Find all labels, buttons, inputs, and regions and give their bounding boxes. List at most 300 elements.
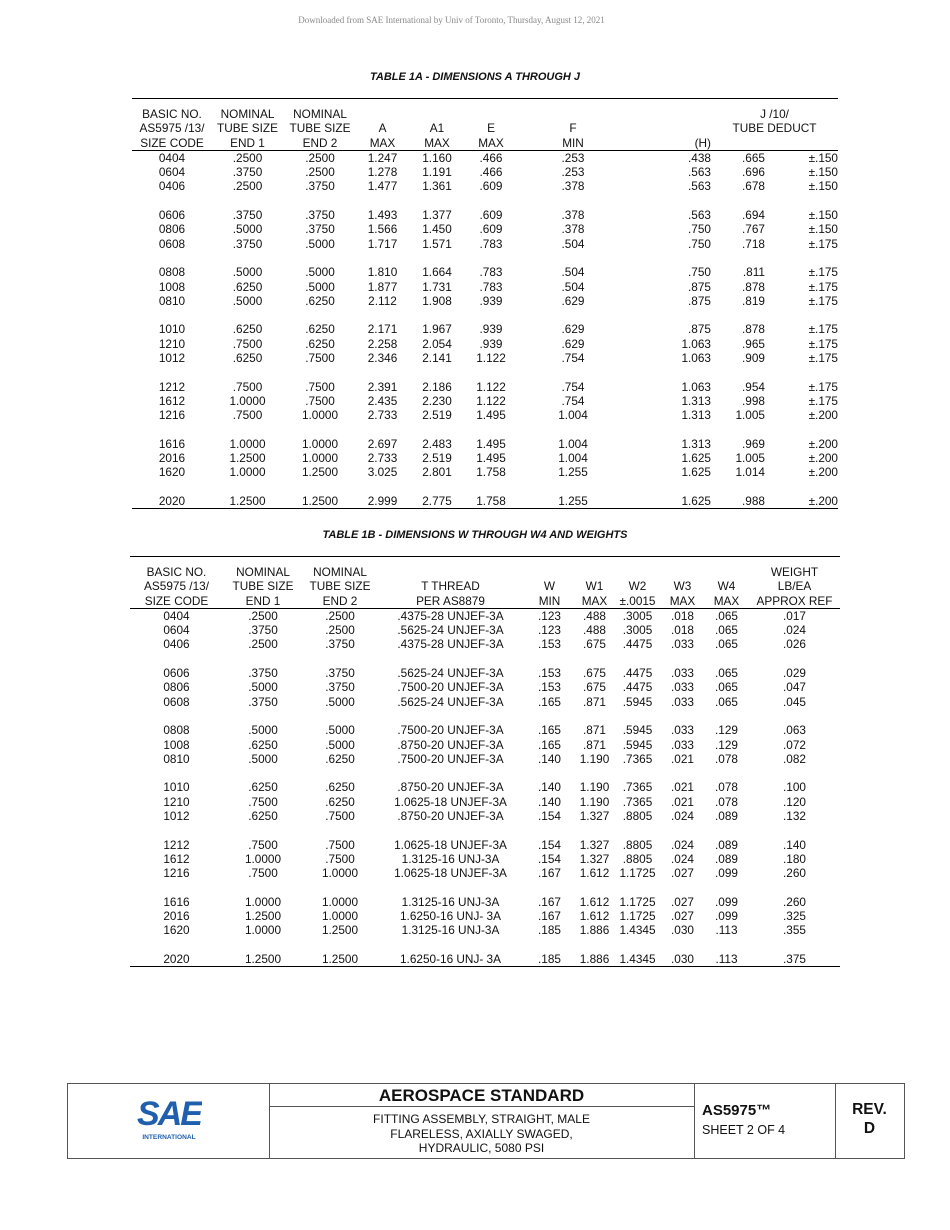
table-cell: 1612 [163,851,190,866]
table-cell: .696 [742,165,765,180]
table-cell: .253 [561,165,585,180]
table-cell: 1.0000 [229,436,266,451]
table-cell: .078 [715,751,738,766]
table-cell: 3.025 [367,465,398,480]
header-cell [704,565,749,579]
sae-logo-text: SAE [137,1095,201,1133]
table-cell: 1010 [163,780,190,795]
spacer-cell [130,881,840,895]
table-cell: ±.200 [808,408,838,423]
table-cell: 1.664 [422,265,452,280]
header-cell [377,565,524,579]
group-spacer [132,308,838,322]
table-cell: .629 [561,293,585,308]
table-cell: .378 [561,208,585,223]
header-cell: E [487,121,495,136]
group-spacer [132,251,838,265]
table-cell: 1.377 [422,208,452,223]
table-cell: 1.495 [476,451,506,466]
header-row [130,579,840,593]
table-cell: 1616 [163,894,190,909]
table-cell: 1.6250-16 UNJ- 3A [400,909,501,924]
table-cell: 1.0000 [301,451,339,466]
table-row [132,437,838,451]
table-cell: .939 [479,293,503,308]
table-cell: .438 [688,150,711,165]
table-cell: .2500 [305,165,335,180]
table-cell: .165 [538,694,561,709]
table-cell: 1.450 [422,222,452,237]
group-spacer [130,766,840,780]
table-cell: .878 [742,322,765,337]
table-cell: 2.171 [367,322,398,337]
table-cell: .2500 [325,608,355,623]
table-cell: .033 [671,680,694,695]
table-cell: .6250 [325,794,355,809]
table-cell: 0810 [163,751,190,766]
header-cell: BASIC NO. [146,565,207,579]
header-row [132,136,838,151]
header-cell [614,565,661,579]
table-cell: .045 [783,694,806,709]
table-cell: .123 [538,623,561,638]
table-cell: .909 [742,351,765,366]
table-row [132,150,838,165]
table-row [132,494,838,509]
table-cell: .563 [688,179,711,194]
table-cell: .078 [715,794,738,809]
table-cell: .718 [742,236,765,251]
table-cell: ±.175 [808,236,838,251]
table-cell: .030 [661,952,704,967]
table-cell: .750 [688,236,711,251]
table-cell: .021 [671,780,694,795]
table-cell: .7500 [325,851,355,866]
table-cell: .7365 [622,780,653,795]
header-cell: END 1 [223,594,303,609]
table-cell: 1.2500 [244,909,282,924]
table-row [132,451,838,465]
table-cell: .2500 [248,608,278,623]
table-cell: ±.150 [808,208,838,223]
table-cell: .165 [538,723,561,738]
table-cell: 1.2500 [283,494,357,509]
table-cell: .2500 [232,179,263,194]
table-cell: .185 [524,952,575,967]
table-cell: 1.190 [579,780,610,795]
table-cell: .065 [715,608,738,623]
table-cell: .260 [783,866,806,881]
table-cell: 1.1725 [619,894,656,909]
table-cell: .140 [783,837,806,852]
table-cell: .7500 [232,336,263,351]
table-cell: 0810 [158,293,186,308]
table-cell: .129 [715,723,738,738]
table-cell: 1.4345 [619,923,656,938]
sae-logo-subtext: INTERNATIONAL [142,1134,196,1141]
table-cell: .120 [783,794,806,809]
table-cell: 1.625 [630,494,711,509]
table-cell: 1.758 [466,494,516,509]
table-cell: 1.361 [422,179,452,194]
header-cell [524,565,575,579]
table-cell: 1.717 [367,236,398,251]
group-spacer [130,652,840,666]
table-cell: 1.886 [575,952,614,967]
header-row [132,107,838,121]
table-cell: .5625-24 UNJEF-3A [397,694,504,709]
table-cell: .609 [479,179,503,194]
table-cell: 1210 [158,336,186,351]
table-cell: .5000 [248,751,278,766]
table-cell: .180 [783,851,806,866]
table-cell: .355 [783,923,806,938]
header-cell: END 2 [283,136,357,151]
header-cell: AS5975 /13/ [139,121,205,136]
spacer-cell [130,709,840,723]
table-cell: .3750 [248,694,278,709]
table-cell: .7500 [232,379,263,394]
table-cell: .129 [715,737,738,752]
table-cell: ±.200 [808,451,838,466]
table-cell: 2.519 [422,408,452,423]
table-cell: .065 [715,666,738,681]
table-cell: .466 [479,165,503,180]
table-cell: 1.0000 [321,909,359,924]
table-cell: .7500 [232,408,263,423]
header-cell: W2 [628,579,647,594]
table-cell: 1.0000 [244,923,282,938]
table-1b [130,556,840,967]
header-cell: TUBE SIZE [217,121,278,136]
table-cell: 1.0625-18 UNJEF-3A [394,866,507,881]
table-cell: .3750 [248,666,278,681]
table-cell: 0606 [163,666,190,681]
table-cell: 1.3125-16 UNJ-3A [401,923,500,938]
table-cell: .8805 [622,851,653,866]
table-cell: 1.612 [579,894,610,909]
header-cell: NOMINAL [313,565,367,579]
header-cell [575,565,614,579]
header-cell [466,107,516,121]
header-cell: APPROX REF [749,594,840,609]
table-cell: 1.122 [476,351,506,366]
table-cell: 1.612 [579,909,610,924]
table-cell: 2.141 [422,351,452,366]
table-cell: .750 [688,265,711,280]
table-cell: .065 [715,637,738,652]
table-cell: ±.200 [808,436,838,451]
table-cell: 1.566 [367,222,398,237]
header-cell: TUBE SIZE [232,579,294,594]
table-cell: 2016 [163,909,190,924]
table-row [132,408,838,422]
table-cell: .563 [688,208,711,223]
table-cell: 0406 [163,637,190,652]
table-cell: .6250 [248,809,278,824]
table-cell: .3750 [325,680,355,695]
header-cell: MIN [516,136,630,151]
table-cell: 1.625 [681,451,711,466]
table-cell: .2500 [232,150,263,165]
table-cell: 1.063 [681,351,711,366]
table-top-rule [132,99,838,108]
table-cell: 2.230 [422,393,452,408]
table-cell: 1.190 [579,794,610,809]
table-row [132,208,838,222]
table-cell: .6250 [232,351,263,366]
header-row [130,565,840,579]
table-row [132,179,838,193]
table-cell: 2.775 [408,494,466,509]
table-cell: .029 [783,666,806,681]
table-cell: .629 [561,322,585,337]
revision-label: REV. [852,1101,887,1118]
header-cell: J /10/ [760,107,789,121]
table-cell: 1.2500 [301,465,339,480]
table-cell: .3750 [325,666,355,681]
table-cell: .629 [561,336,585,351]
document-number: AS5975™ [702,1102,772,1119]
header-cell: SIZE CODE [130,594,223,609]
table-cell: 1.1725 [619,909,656,924]
table-cell: .871 [583,723,606,738]
table-cell: .6250 [325,751,355,766]
table-cell: .678 [742,179,765,194]
table-cell: .4475 [622,680,653,695]
table-cell: 1216 [163,866,190,881]
group-spacer [132,365,838,379]
table-cell: .5625-24 UNJEF-3A [397,666,504,681]
table-cell: .3750 [325,637,355,652]
table-row [132,222,838,236]
table-cell: 1616 [158,436,186,451]
table-cell: .154 [538,851,561,866]
table-cell: .018 [671,608,694,623]
spacer-cell [132,423,838,437]
table-row [132,294,838,308]
table-cell: .5000 [305,236,335,251]
table-cell: 1.0000 [321,866,359,881]
header-cell: NOMINAL [236,565,290,579]
table-cell: 1010 [158,322,186,337]
table-cell: ±.200 [808,465,838,480]
table-cell: .024 [671,809,694,824]
table-cell: 2.346 [367,351,398,366]
table-cell: 2020 [130,952,223,967]
table-cell: .027 [671,894,694,909]
table-cell: 0606 [158,208,186,223]
table-cell: 1.6250-16 UNJ- 3A [377,952,524,967]
table-cell: 1008 [163,737,190,752]
table-cell: .3750 [232,165,263,180]
table-cell: .5000 [325,737,355,752]
table-row [130,780,840,794]
table-cell: 1.2500 [223,952,303,967]
table-cell: 0808 [163,723,190,738]
table-cell: .504 [561,265,585,280]
table-cell: .7500 [305,393,335,408]
table-cell: 1.0000 [229,393,266,408]
table-cell: .325 [783,909,806,924]
subtitle-line: HYDRAULIC, 5080 PSI [418,1141,545,1155]
table-cell: .153 [538,637,561,652]
table-cell: .154 [538,809,561,824]
spacer-cell [132,365,838,379]
table-cell: 1012 [158,351,186,366]
table-cell: .3005 [622,623,653,638]
table-cell: 1.4345 [614,952,661,967]
table-row [130,623,840,637]
spacer-cell [130,823,840,837]
table-cell: 1.160 [422,150,452,165]
table-cell: 1.731 [422,279,452,294]
group-spacer [130,823,840,837]
header-cell [357,107,408,121]
table-cell: 1.122 [476,393,506,408]
table-cell: .063 [783,723,806,738]
header-cell: NOMINAL [293,107,347,121]
table-cell: 1.0000 [229,465,266,480]
table-cell: 2.519 [422,451,452,466]
table-cell: 2.186 [422,379,452,394]
table-row [130,809,840,823]
table-cell: .504 [561,236,585,251]
table-cell: 2.391 [367,379,398,394]
header-cell: A1 [429,121,445,136]
table-cell: 2.697 [367,436,398,451]
table-cell: 1210 [163,794,190,809]
table-cell: 2.112 [368,293,397,308]
table-cell: ±.150 [808,179,838,194]
table-1a-title: TABLE 1A - DIMENSIONS A THROUGH J [369,71,581,83]
table-cell: .2500 [325,623,355,638]
table-cell: .153 [538,666,561,681]
table-cell: 0604 [163,623,190,638]
table-cell: .783 [479,265,503,280]
header-cell [408,107,466,121]
sheet-number: SHEET 2 OF 4 [702,1123,786,1137]
table-cell: 1.908 [422,293,452,308]
spacer-cell [132,480,838,494]
table-cell: 1.495 [476,408,506,423]
table-cell: .871 [583,737,606,752]
table-cell: 1.612 [579,866,610,881]
table-cell: .089 [715,851,738,866]
table-cell: 1620 [158,465,186,480]
table-cell: .024 [671,837,694,852]
spacer-cell [130,766,840,780]
table-cell: .033 [671,723,694,738]
table-cell: .113 [715,923,738,938]
header-cell: LB/EA [777,579,812,594]
standard-subtitle [269,1112,694,1156]
table-cell: .750 [688,222,711,237]
table-cell: .767 [742,222,765,237]
table-cell: .3750 [232,236,263,251]
table-cell: .378 [561,179,585,194]
table-cell: 1.0000 [244,851,282,866]
table-cell: .167 [538,909,561,924]
table-cell: .988 [711,494,765,509]
table-cell: .099 [715,866,738,881]
table-cell: .7500 [248,837,278,852]
table-cell: 1.493 [367,208,398,223]
group-spacer [132,480,838,494]
header-cell: MIN [524,594,575,609]
download-watermark: Downloaded from SAE International by Univ of Toronto, Thursday, August 12, 2021 [298,15,605,25]
table-cell: 1.122 [476,379,506,394]
header-cell: AS5975 /13/ [144,579,209,594]
table-cell: 1.005 [735,451,765,466]
table-cell: .811 [742,265,765,280]
table-cell: .819 [742,293,765,308]
table-cell: .6250 [232,279,263,294]
header-cell: ±.0015 [614,594,661,609]
table-cell: 1212 [163,837,190,852]
table-row [130,866,840,880]
table-cell: 1.327 [579,809,610,824]
table-cell: .5625-24 UNJEF-3A [397,623,504,638]
table-cell: 1212 [158,379,186,394]
table-cell: .030 [671,923,694,938]
table-row [130,895,840,909]
table-cell: .754 [561,379,585,394]
table-cell: .375 [749,952,840,967]
table-cell: .065 [715,694,738,709]
table-cell: .033 [671,694,694,709]
table-row [132,280,838,294]
table-cell: .078 [715,780,738,795]
table-cell: 2.999 [357,494,408,509]
title-block-revision-cell [835,1084,904,1158]
table-cell: .065 [715,680,738,695]
table-cell: .140 [538,794,561,809]
table-cell: 2.801 [422,465,452,480]
table-cell: .939 [479,336,503,351]
table-cell: .3750 [305,222,335,237]
table-cell: .7365 [622,794,653,809]
table-cell: ±.175 [808,279,838,294]
header-cell: TUBE SIZE [309,579,371,594]
group-spacer [132,194,838,208]
header-cell: NOMINAL [220,107,275,121]
table-cell: .047 [783,680,806,695]
header-cell: A [378,121,387,136]
table-cell: .5000 [325,694,355,709]
table-cell: .089 [715,809,738,824]
group-spacer [132,423,838,437]
table-cell: .3750 [232,208,263,223]
header-cell: TUBE DEDUCT [732,121,817,136]
table-cell: 0806 [163,680,190,695]
table-top-rule [130,557,840,566]
table-cell: 0406 [158,179,186,194]
standard-heading: AEROSPACE STANDARD [269,1084,694,1107]
table-cell: 1.313 [681,393,711,408]
table-cell: .675 [583,637,606,652]
header-cell [765,136,838,151]
table-cell: .065 [715,623,738,638]
table-cell: 1.255 [516,494,630,509]
title-block-logo-cell [68,1084,270,1158]
table-row [130,795,840,809]
sae-logo [136,1095,202,1145]
table-cell: 1.063 [681,336,711,351]
header-cell: W [543,579,556,594]
header-cell [516,107,630,121]
table-cell: .165 [538,737,561,752]
